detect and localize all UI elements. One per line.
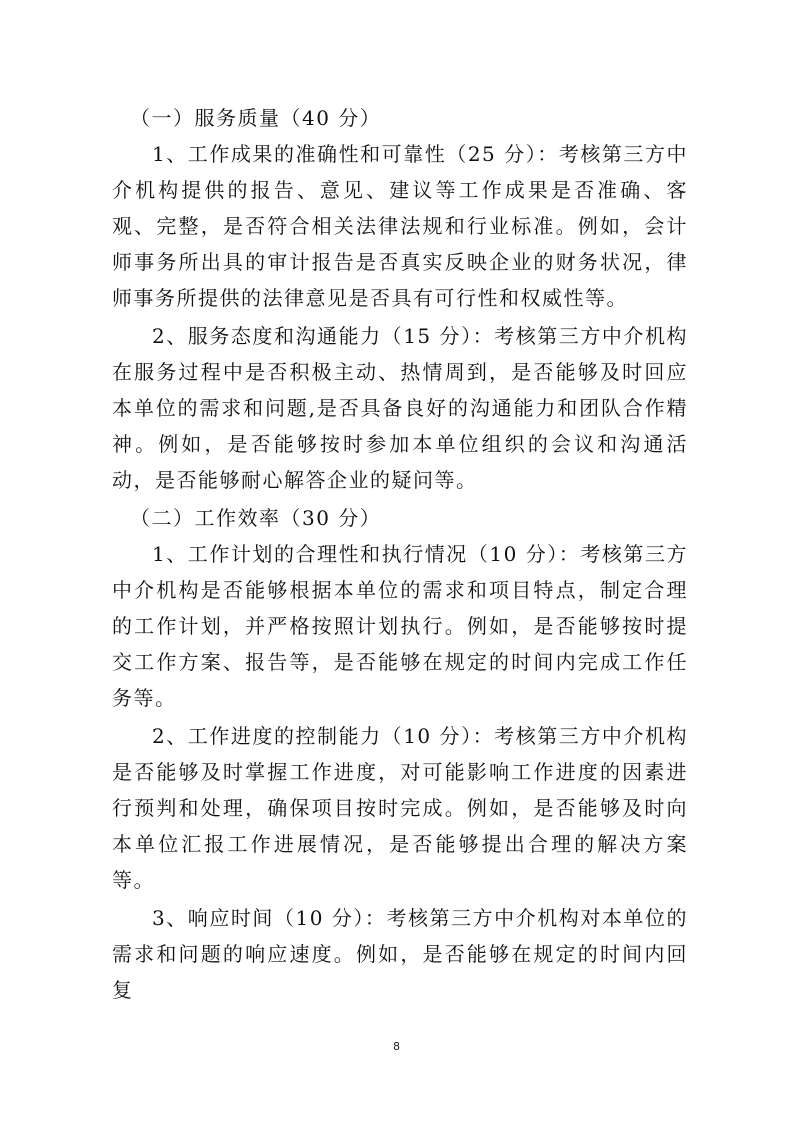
paragraph-work-plan: 1、工作计划的合理性和执行情况（10 分）：考核第三方中介机构是否能够根据本单位的需求和项目特点，制定合理的工作计划，并严格按照计划执行。例如，是否能够按时提交工作方案、报告等，是否能够在规定的时间内完成工作任务等。 (112, 542, 688, 710)
paragraph-service-attitude: 2、服务态度和沟通能力（15 分）：考核第三方中介机构在服务过程中是否积极主动、热情周到，是否能够及时回应本单位的需求和问题,是否具备良好的沟通能力和团队合作精神。例如，是否能够按时参加本单位组织的会议和沟通活动，是否能够耐心解答企业的疑问等。 (112, 324, 688, 492)
document-body (112, 100, 688, 1008)
section-heading-service-quality: （一）服务质量（40 分） (130, 106, 382, 130)
paragraph-response-time: 3、响应时间（10 分）：考核第三方中介机构对本单位的需求和问题的响应速度。例如，是否能够在规定的时间内回复 (112, 906, 688, 1002)
paragraph-progress-control: 2、工作进度的控制能力（10 分）：考核第三方中介机构是否能够及时掌握工作进度，对可能影响工作进度的因素进行预判和处理，确保项目按时完成。例如，是否能够及时向本单位汇报工作进展情况，是否能够提出合理的解决方案等。 (112, 724, 688, 892)
paragraph-work-accuracy: 1、工作成果的准确性和可靠性（25 分）：考核第三方中介机构提供的报告、意见、建议等工作成果是否准确、客观、完整，是否符合相关法律法规和行业标准。例如，会计师事务所出具的审计报告是否真实反映企业的财务状况，律师事务所提供的法律意见是否具有可行性和权威性等。 (112, 142, 688, 310)
section-heading-work-efficiency: （二）工作效率（30 分） (130, 506, 382, 530)
page-number: 8 (393, 1040, 400, 1053)
